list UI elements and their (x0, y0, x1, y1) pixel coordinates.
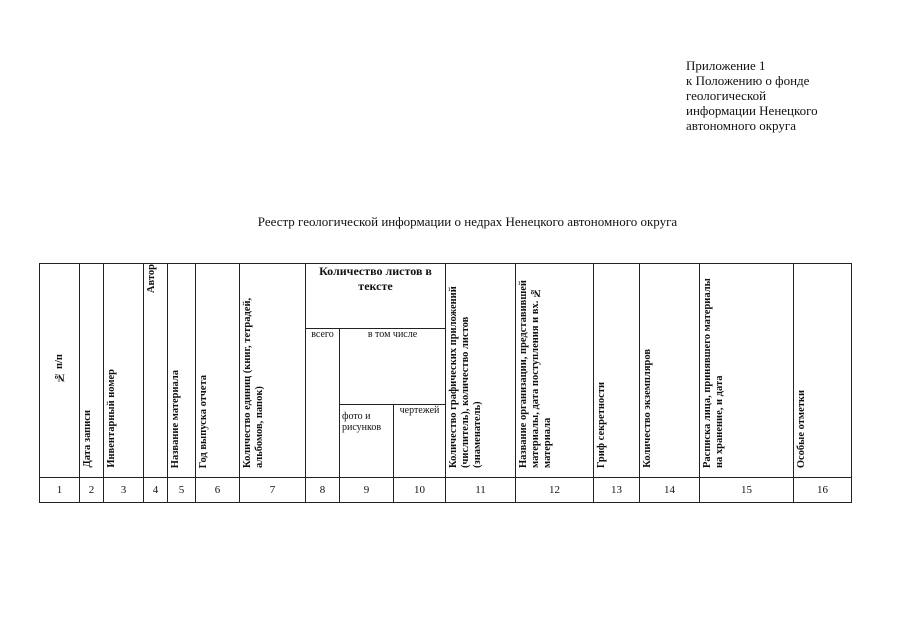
column-number: 5 (168, 478, 196, 503)
header-text-sheets-group: Количество листов в тексте (306, 264, 446, 329)
header-special-notes: Особые отметки (794, 264, 852, 478)
header-material-name: Название материала (168, 264, 196, 478)
appendix-line: информации Ненецкого (686, 103, 818, 118)
header-drawings: чертежей (394, 405, 446, 478)
header-author: Автор (144, 264, 168, 478)
header-sheets-total: всего (306, 329, 340, 478)
header-receipt: Расписка лица, принявшего материалы на хранение, и дата (700, 264, 794, 478)
header-row-number: № п/п (40, 264, 80, 478)
column-number: 16 (794, 478, 852, 503)
column-number: 9 (340, 478, 394, 503)
registry-table (39, 263, 852, 503)
column-number: 11 (446, 478, 516, 503)
header-photos: фото и рисунков (340, 405, 394, 478)
column-number: 3 (104, 478, 144, 503)
column-number-row (40, 478, 852, 503)
appendix-header (686, 58, 886, 133)
document-title: Реестр геологической информации о недрах Ненецкого автономного округа (257, 214, 678, 229)
appendix-line: Приложение 1 (686, 58, 766, 73)
header-record-date: Дата записи (80, 264, 104, 478)
header-copies-count: Количество экземпляров (640, 264, 700, 478)
column-number: 6 (196, 478, 240, 503)
appendix-line: к Положению о фонде (686, 73, 810, 88)
header-graphic-appendices: Количество графических приложений (числитель), количество листов (знаменатель) (446, 264, 516, 478)
column-number: 2 (80, 478, 104, 503)
column-number: 14 (640, 478, 700, 503)
appendix-line: геологической (686, 88, 767, 103)
column-number: 12 (516, 478, 594, 503)
column-number: 4 (144, 478, 168, 503)
column-number: 13 (594, 478, 640, 503)
column-number: 15 (700, 478, 794, 503)
appendix-line: автономного округа (686, 118, 796, 133)
column-number: 10 (394, 478, 446, 503)
header-secrecy: Гриф секретности (594, 264, 640, 478)
column-number: 1 (40, 478, 80, 503)
header-organization: Название организации, представившей материалы, дата поступления и вх. № материала (516, 264, 594, 478)
column-number: 8 (306, 478, 340, 503)
header-including-group: в том числе (340, 329, 446, 405)
header-units-count: Количество единиц (книг, тетрадей, альбомов, папок) (240, 264, 306, 478)
column-number: 7 (240, 478, 306, 503)
header-report-year: Год выпуска отчета (196, 264, 240, 478)
header-inventory-number: Инвентарный номер (104, 264, 144, 478)
